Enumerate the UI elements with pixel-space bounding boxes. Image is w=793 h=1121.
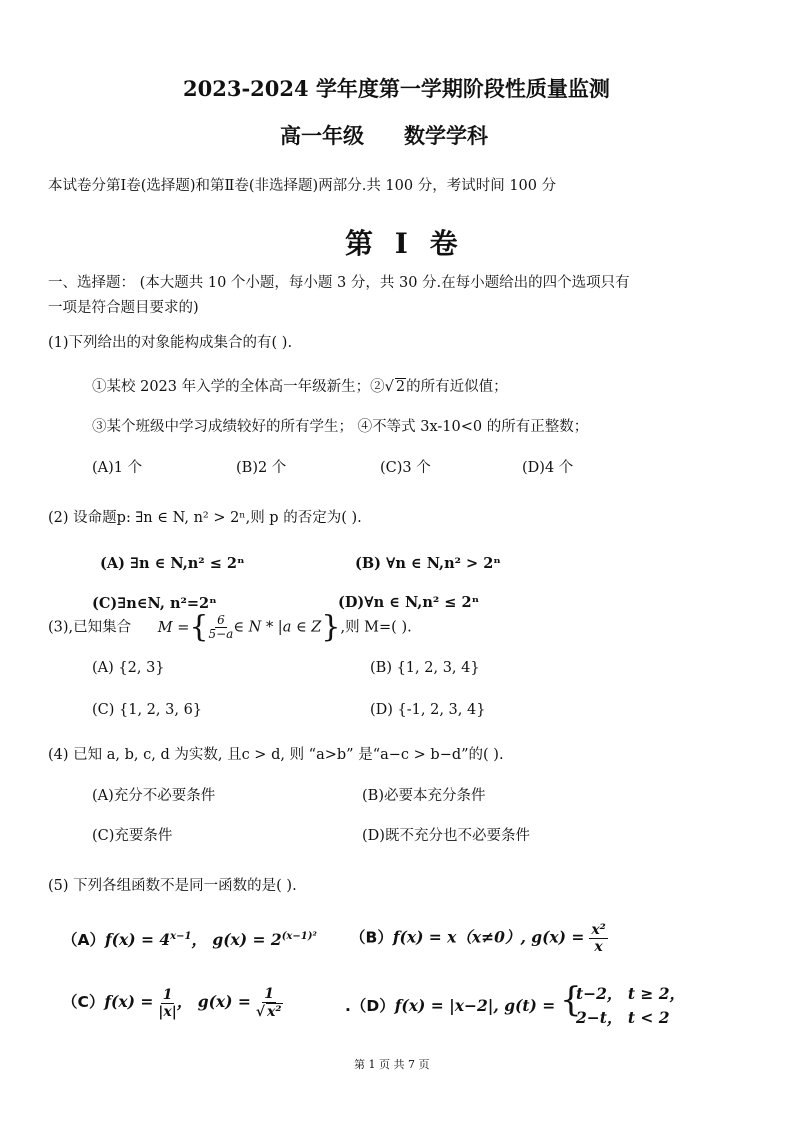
- q3-option-c: (C) {1, 2, 3, 6}: [92, 702, 203, 718]
- q5-option-d: [345, 994, 555, 1016]
- q1-radicand: 2: [395, 379, 406, 395]
- q5-option-a-label: （A）: [62, 931, 105, 949]
- left-brace: {: [189, 609, 209, 645]
- q4-option-b: (B)必要本充分条件: [362, 788, 486, 804]
- q2-stem: [48, 506, 362, 527]
- q4-option-d: (D)既不充分也不必要条件: [362, 828, 530, 844]
- q5-option-d-label: .（D）: [345, 997, 395, 1015]
- q2-stem-suffix: ,则 p 的否定为( ).: [245, 510, 362, 526]
- q5-option-a-f-exp: x−1: [170, 931, 192, 942]
- q5-option-b-fraction: [589, 922, 607, 955]
- q5-option-b-num: x²: [591, 922, 606, 938]
- q3-frac-den: 5−a: [208, 627, 234, 641]
- q4-option-c: (C)充要条件: [92, 828, 173, 844]
- q5-option-d-brace: {: [560, 980, 582, 1020]
- q4-stem-mid: , 则 “a>b” 是“: [280, 747, 381, 763]
- q5-option-b-f: f(x) = x（x≠0）, g(x) =: [392, 927, 585, 947]
- instructions-line-1: 一、选择题： (本大题共 10 个小题，每小题 3 分，共 30 分.在每小题给出的四个选项只有: [48, 275, 630, 291]
- q5-option-c-fraction-1: [158, 987, 177, 1020]
- q5-option-c-g: ， g(x) =: [176, 992, 251, 1011]
- q3-stem: [48, 609, 412, 645]
- q1-stem: (1)下列给出的对象能构成集合的有( ).: [48, 335, 293, 351]
- q5-option-b: [350, 922, 608, 955]
- q1-items-line-2: ③某个班级中学习成绩较好的所有学生； ④不等式 3x-10<0 的所有正整数；: [92, 419, 589, 435]
- section-heading: 第 Ⅰ 卷: [345, 227, 464, 260]
- q1-option-c: (C)3 个: [380, 460, 431, 476]
- q5-option-c-den-2: x²: [267, 1004, 282, 1020]
- instructions-line-2: 一项是符合题目要求的): [48, 300, 199, 316]
- page-number: 第 1 页 共 7 页: [354, 1058, 430, 1071]
- q3-stem-suffix: ,则 M=( ).: [340, 619, 412, 636]
- q5-option-a-g-exp: (x−1)²: [281, 931, 317, 942]
- q5-option-a-f: f(x) = 4: [105, 930, 171, 949]
- q4-stem: [48, 743, 504, 764]
- q5-option-c-den-2-wrap: √ x²: [255, 1004, 282, 1020]
- q1-item1-text: ①某校 2023 年入学的全体高一年级新生；②: [92, 379, 385, 395]
- q4-stem-prefix: (4) 已知 a, b, c, d 为实数, 且: [48, 747, 242, 763]
- q3-option-a: (A) {2, 3}: [92, 660, 165, 676]
- right-brace: }: [321, 609, 341, 645]
- q5-option-b-label: （B）: [350, 928, 393, 947]
- sqrt-symbol: √: [384, 379, 394, 395]
- q3-stem-prefix: (3),已知集合: [48, 619, 132, 636]
- q4-option-a: (A)充分不必要条件: [92, 788, 216, 804]
- subject-label: 数学学科: [404, 123, 488, 148]
- q5-option-c-den-1: |x|: [158, 1003, 177, 1020]
- grade-label: 高一年级: [280, 123, 364, 148]
- q2-stem-math: p: ∃n ∈ N, n² > 2ⁿ: [116, 510, 246, 526]
- q3-set-lhs: M =: [157, 619, 190, 636]
- q5-option-d-case-2: [576, 1006, 670, 1028]
- q5-option-d-f: f(x) = |x−2|, g(t) =: [394, 996, 556, 1015]
- q5-option-a-g: ， g(x) = 2: [191, 930, 282, 949]
- q5-option-c: [62, 986, 283, 1020]
- q1-item1-tail: 的所有近似值；: [406, 379, 508, 395]
- q1-option-d: (D)4 个: [522, 460, 574, 476]
- q5-option-b-den: x: [594, 939, 603, 955]
- q5-option-c-f: f(x) =: [104, 992, 154, 1011]
- q4-condition-2: a−c > b−d: [380, 747, 462, 763]
- q3-option-b: (B) {1, 2, 3, 4}: [370, 660, 480, 676]
- q2-option-d: (D)∀n ∈ N,n² ≤ 2ⁿ: [338, 594, 480, 611]
- q5-option-d-case-2-text: 2−t， t < 2: [576, 1008, 670, 1027]
- q2-option-c: (C)∃n∈N, n²=2ⁿ: [92, 595, 217, 612]
- q5-option-c-label: （C）: [62, 993, 105, 1011]
- q5-option-d-case-1: [576, 982, 685, 1004]
- q4-stem-suffix: ”的( ).: [461, 747, 504, 763]
- q2-stem-prefix: (2) 设命题: [48, 510, 117, 526]
- q3-fraction: [208, 614, 233, 641]
- q5-stem: (5) 下列各组函数不是同一函数的是( ).: [48, 878, 297, 894]
- q5-option-a: [62, 928, 317, 950]
- q5-option-c-num-1: 1: [162, 986, 173, 1003]
- q4-condition: c > d: [241, 747, 281, 763]
- exam-intro: 本试卷分第Ⅰ卷(选择题)和第Ⅱ卷(非选择题)两部分.共 100 分，考试时间 100 分: [48, 178, 557, 194]
- q5-option-c-fraction-2: [256, 986, 283, 1020]
- q2-option-b: (B) ∀n ∈ N,n² > 2ⁿ: [355, 555, 501, 572]
- exam-title: 2023-2024 学年度第一学期阶段性质量监测: [183, 76, 610, 101]
- q3-set-rest: ∈ N * |a ∈ Z: [233, 619, 322, 636]
- q5-option-d-case-1-text: t−2， t ≥ 2，: [576, 984, 686, 1003]
- q1-option-b: (B)2 个: [236, 460, 287, 476]
- q2-option-a: (A) ∃n ∈ N,n² ≤ 2ⁿ: [100, 555, 245, 572]
- q1-option-a: (A)1 个: [92, 460, 143, 476]
- q5-option-c-num-2: 1: [264, 986, 275, 1002]
- q3-frac-num: 6: [217, 613, 225, 627]
- q1-items-line-1: [92, 375, 508, 396]
- q3-option-d: (D) {-1, 2, 3, 4}: [370, 702, 486, 718]
